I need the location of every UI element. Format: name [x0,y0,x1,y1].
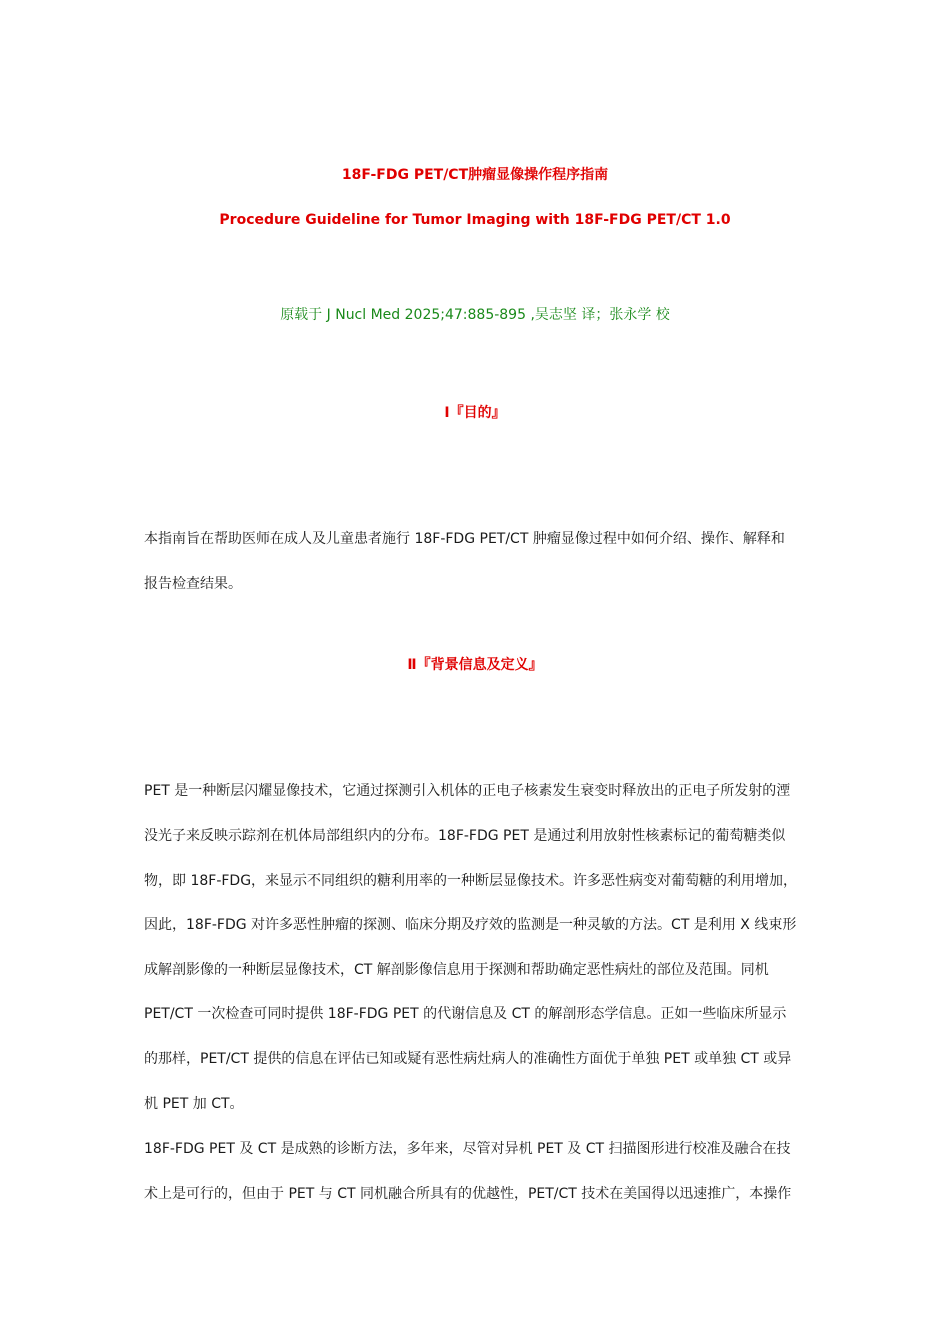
section-heading-background: Ⅱ『背景信息及定义』 [407,657,543,673]
document-title-chinese: 18F-FDG PET/CT肿瘤显像操作程序指南 [341,167,609,183]
paragraph-line: 的那样，PET/CT 提供的信息在评估已知或疑有恶性病灶病人的准确性方面优于单独 PET 或单独 CT 或异 [144,1051,792,1067]
paragraph-line: 机 PET 加 CT。 [144,1096,244,1112]
paragraph-line: 本指南旨在帮助医师在成人及儿童患者施行 18F-FDG PET/CT 肿瘤显像过程中如何介绍、操作、解释和 [144,531,785,547]
paragraph-line: 术上是可行的，但由于 PET 与 CT 同机融合所具有的优越性，PET/CT 技术在美国得以迅速推广，本操作 [144,1186,792,1202]
paragraph-line: 物，即 18F-FDG，来显示不同组织的糖利用率的一种断层显像技术。许多恶性病变对葡萄糖的利用增加， [144,873,798,889]
source-citation: 原载于 J Nucl Med 2025;47:885-895 ,吴志坚 译；张永学 校 [280,307,670,323]
paragraph-line: 18F-FDG PET 及 CT 是成熟的诊断方法，多年来，尽管对异机 PET 及 CT 扫描图形进行校准及融合在技 [144,1141,791,1157]
paragraph-line: 报告检查结果。 [144,576,242,592]
paragraph-line: 因此，18F-FDG 对许多恶性肿瘤的探测、临床分期及疗效的监测是一种灵敏的方法。CT 是利用 X 线束形 [144,917,797,933]
paragraph-line: 成解剖影像的一种断层显像技术，CT 解剖影像信息用于探测和帮助确定恶性病灶的部位及范围。同机 [144,962,769,978]
paragraph-line: PET 是一种断层闪耀显像技术，它通过探测引入机体的正电子核素发生衰变时释放出的正电子所发射的湮 [144,783,791,799]
section-heading-purpose: Ⅰ『目的』 [444,405,506,421]
paragraph-line: 没光子来反映示踪剂在机体局部组织内的分布。18F-FDG PET 是通过利用放射性核素标记的葡萄糖类似 [144,828,786,844]
document-title-english: Procedure Guideline for Tumor Imaging with 18F-FDG PET/CT 1.0 [219,212,731,228]
paragraph-line: PET/CT 一次检查可同时提供 18F-FDG PET 的代谢信息及 CT 的解剖形态学信息。正如一些临床所显示 [144,1006,787,1022]
